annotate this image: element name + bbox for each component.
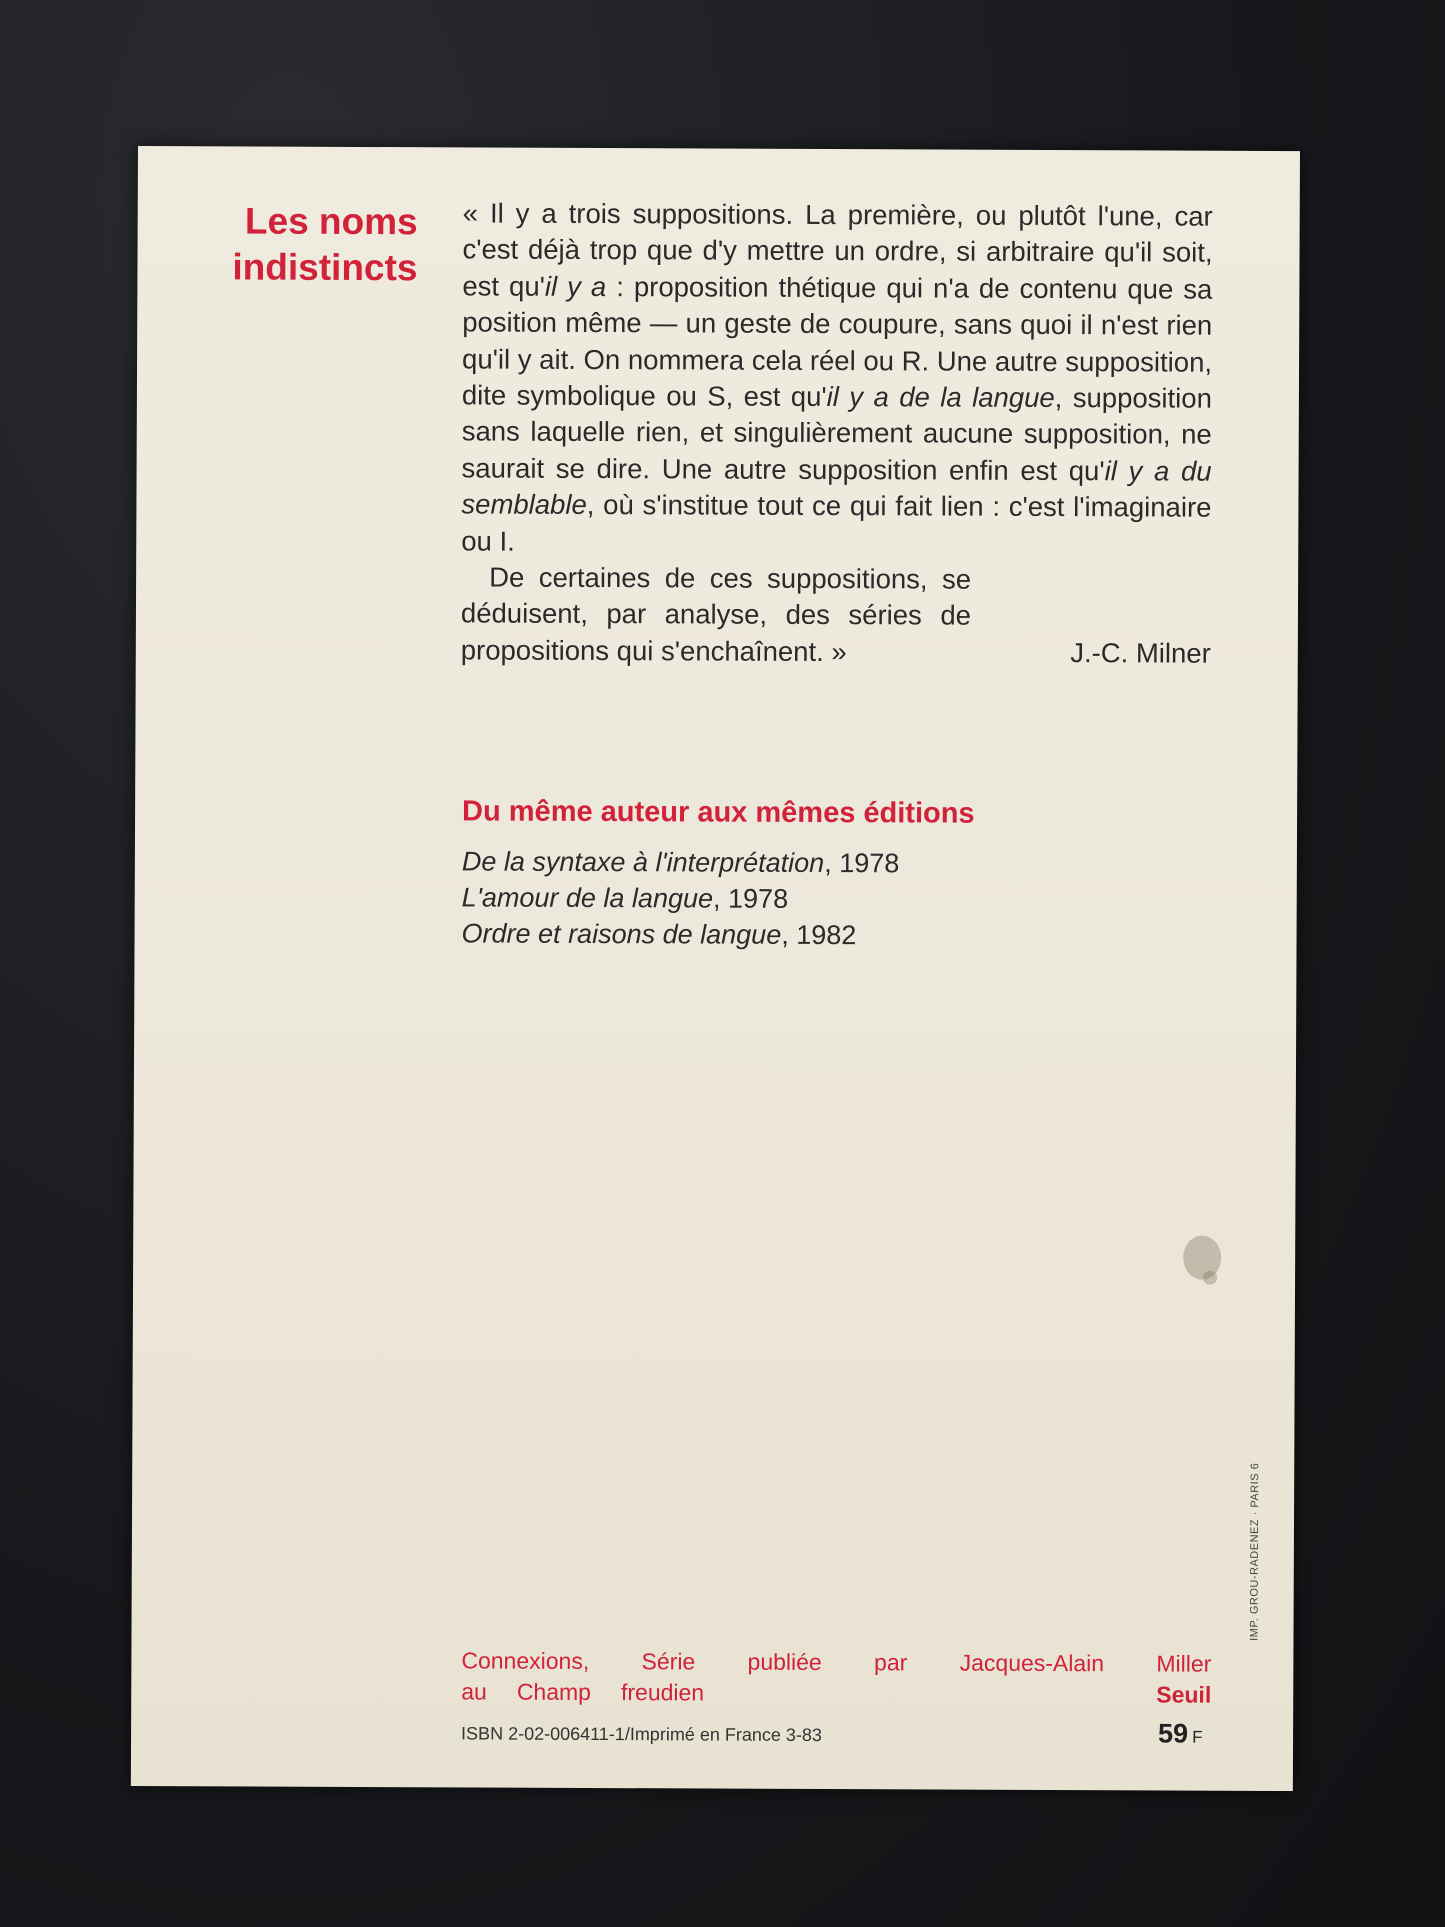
quote-text: : proposition thétique qui n'a de contenu que sa position même — un geste de coupure, sans quoi il n'est rien qu'il y ait. On nommera cela réel ou R. Une autre supposition, dite symbolique ou S, est qu' <box>461 270 1213 413</box>
work-year: , 1982 <box>781 919 857 951</box>
series-credit <box>461 1645 1211 1710</box>
quote-text: « Il y a trois suppositions. La première, ou plutôt l'une, car c'est déjà trop que d'y mettre un ordre, si arbitraire qu'il soit, est qu' <box>462 197 1213 302</box>
blurb-quote <box>461 195 1213 672</box>
quote-emphasis: il y a <box>544 270 607 302</box>
paper-stain <box>1203 1271 1217 1285</box>
series-line-2 <box>461 1676 1211 1710</box>
same-author-heading: Du même auteur aux mêmes éditions <box>462 795 975 830</box>
works-list <box>461 843 899 953</box>
work-year: , 1978 <box>713 883 789 914</box>
printer-credit-text: IMP. GROU-RADENEZ · PARIS 6 <box>1248 1462 1262 1641</box>
book-back-cover <box>131 146 1300 1791</box>
series-word: publiée <box>747 1648 822 1675</box>
work-item <box>462 879 900 917</box>
quote-paragraph-1 <box>461 195 1213 562</box>
work-item <box>462 843 900 881</box>
quote-paragraph-2: De certaines de ces suppositions, se déduisent, par analyse, des séries de propositions qui s'enchaînent. » <box>460 561 972 667</box>
quote-emphasis: il y a du semblable <box>461 455 1212 521</box>
title-line-1: Les noms <box>244 200 418 243</box>
series-word: freudien <box>620 1679 705 1706</box>
series-word: Jacques-Alain <box>959 1649 1105 1677</box>
quote-text: , supposition sans laquelle rien, et singulièrement aucune supposition, ne saurait se dire. Une autre supposition enfin est qu' <box>461 382 1212 487</box>
publisher-name: Seuil <box>1156 1681 1212 1708</box>
series-word: Série <box>641 1648 696 1675</box>
printer-credit <box>1248 1261 1270 1641</box>
title-line-2: indistincts <box>232 246 418 289</box>
series-word: Miller <box>1156 1650 1212 1677</box>
price <box>1158 1718 1203 1749</box>
work-title: L'amour de la langue <box>461 882 714 914</box>
work-title: Ordre et raisons de langue <box>461 918 782 950</box>
series-word: par <box>874 1649 908 1676</box>
series-line-1 <box>461 1645 1211 1679</box>
work-item <box>461 915 899 953</box>
price-unit: F <box>1192 1727 1203 1747</box>
series-word: Champ <box>516 1678 592 1705</box>
price-value: 59 <box>1158 1718 1189 1749</box>
series-word: Connexions, <box>461 1647 590 1674</box>
work-title: De la syntaxe à l'interprétation <box>461 846 825 879</box>
book-title <box>207 198 417 291</box>
work-year: , 1978 <box>824 848 900 879</box>
quote-text: , où s'institue tout ce qui fait lien : c'est l'imaginaire ou I. <box>461 489 1212 557</box>
isbn-line: ISBN 2-02-006411-1/Imprimé en France 3-83 <box>461 1723 822 1745</box>
quote-emphasis: il y a de la langue <box>826 381 1055 414</box>
series-word: au <box>461 1678 487 1705</box>
quote-signature: J.-C. Milner <box>1070 636 1211 669</box>
series-words-group <box>461 1676 704 1708</box>
quote-paragraph-2-wrap <box>461 559 1211 671</box>
